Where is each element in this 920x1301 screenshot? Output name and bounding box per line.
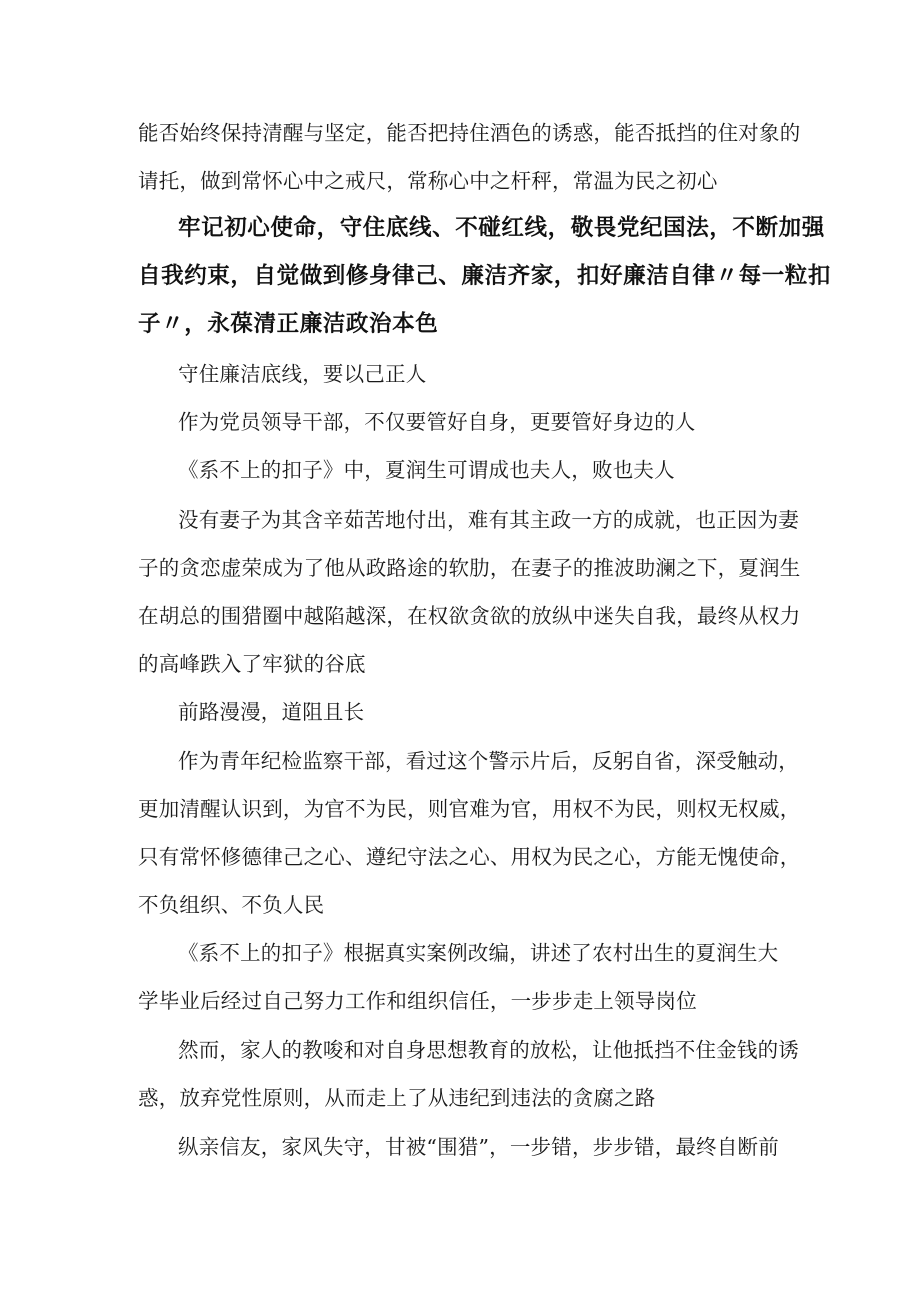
paragraph-line: 《系不上的扣子》根据真实案例改编，讲述了农村出生的夏润生大 bbox=[178, 941, 779, 965]
paragraph-line: 作为青年纪检监察干部，看过这个警示片后，反躬自省，深受触动， bbox=[178, 749, 799, 773]
paragraph-line: 的高峰跌入了牢狱的谷底 bbox=[138, 652, 366, 676]
paragraph-line: 子的贪恋虚荣成为了他从政路途的软肋，在妻子的推波助澜之下，夏润生 bbox=[138, 556, 801, 580]
paragraph-line: 能否始终保持清醒与坚定，能否把持住酒色的诱惑，能否抵挡的住对象的 bbox=[138, 121, 801, 145]
bold-heading-line: 自我约束，自觉做到修身律己、廉洁齐家，扣好廉洁自律〃每一粒扣 bbox=[138, 263, 832, 289]
paragraph-line: 学毕业后经过自己努力工作和组织信任，一步步走上领导岗位 bbox=[138, 989, 697, 1013]
paragraph-line: 没有妻子为其含辛茹苦地付出，难有其主政一方的成就，也正因为妻 bbox=[178, 508, 799, 532]
paragraph-line: 更加清醒认识到，为官不为民，则官难为官，用权不为民，则权无权威， bbox=[138, 797, 801, 821]
paragraph-line: 前路漫漫，道阻且长 bbox=[178, 700, 365, 724]
paragraph-line: 惑，放弃党性原则，从而走上了从违纪到违法的贪腐之路 bbox=[138, 1086, 656, 1110]
paragraph-line: 守住廉洁底线，要以己正人 bbox=[178, 362, 427, 386]
paragraph-line: 《系不上的扣子》中，夏润生可谓成也夫人，败也夫人 bbox=[178, 458, 675, 482]
paragraph-line: 纵亲信友，家风失守，甘被“围猎”，一步错，步步错，最终自断前 bbox=[178, 1135, 779, 1159]
bold-heading-line: 子〃，永葆清正廉洁政治本色 bbox=[138, 311, 439, 337]
paragraph-line: 在胡总的围猎圈中越陷越深，在权欲贪欲的放纵中迷失自我，最终从权力 bbox=[138, 604, 801, 628]
paragraph-line: 不负组织、不负人民 bbox=[138, 893, 325, 917]
paragraph-line: 然而，家人的教唆和对自身思想教育的放松，让他抵挡不住金钱的诱 bbox=[178, 1038, 799, 1062]
paragraph-line: 只有常怀修德律己之心、遵纪守法之心、用权为民之心，方能无愧使命， bbox=[138, 845, 801, 869]
paragraph-line: 请托，做到常怀心中之戒尺，常称心中之杆秤，常温为民之初心 bbox=[138, 169, 718, 193]
paragraph-line: 作为党员领导干部，不仅要管好自身，更要管好身边的人 bbox=[178, 410, 696, 434]
bold-heading-line: 牢记初心使命，守住底线、不碰红线，敬畏党纪国法，不断加强 bbox=[178, 215, 825, 241]
